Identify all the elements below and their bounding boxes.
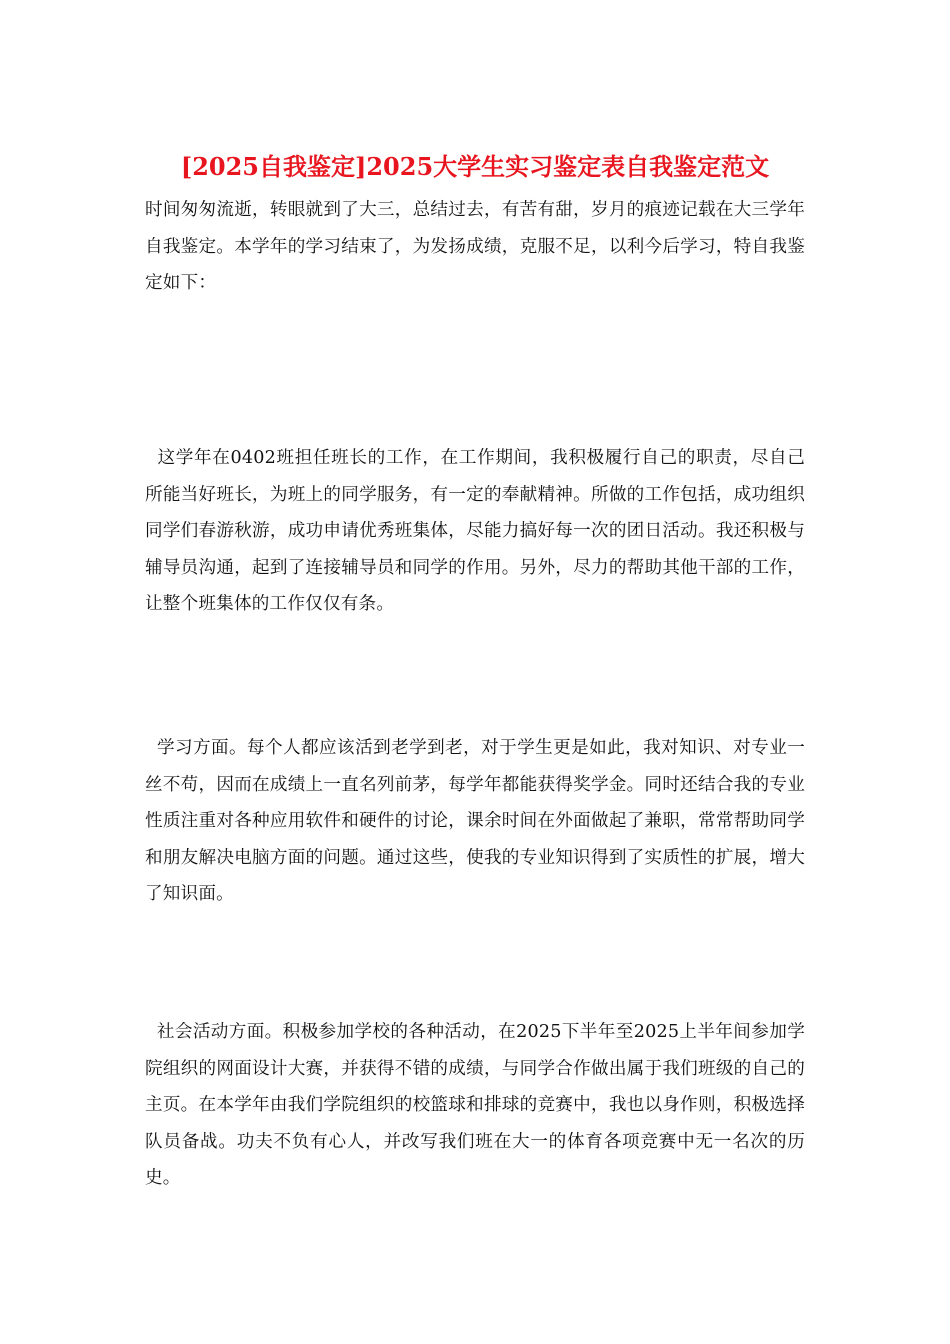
paragraph-intro: 时间匆匆流逝，转眼就到了大三，总结过去，有苦有甜，岁月的痕迹记载在大三学年自我鉴定。本学年的学习结束了，为发扬成绩，克服不足，以利今后学习，特自我鉴定如下： [145,200,805,293]
document-title: [2025自我鉴定]2025大学生实习鉴定表自我鉴定范文 [180,152,770,181]
paragraph-class-monitor-work: 这学年在0402班担任班长的工作，在工作期间，我积极履行自己的职责，尽自己所能当好班长，为班上的同学服务，有一定的奉献精神。所做的工作包括，成功组织同学们春游秋游，成功申请优秀班集体，尽能力搞好每一次的团日活动。我还积极与辅导员沟通，起到了连接辅导员和同学的作用。另外，尽力的帮助其他干部的工作，让整个班集体的工作仅仅有条。 [145,448,805,614]
paragraph-study: 学习方面。每个人都应该活到老学到老，对于学生更是如此，我对知识、对专业一丝不苟，因而在成绩上一直名列前茅，每学年都能获得奖学金。同时还结合我的专业性质注重对各种应用软件和硬件的讨论，课余时间在外面做起了兼职，常常帮助同学和朋友解决电脑方面的问题。通过这些，使我的专业知识得到了实质性的扩展，增大了知识面。 [145,738,805,904]
paragraph-social-activities: 社会活动方面。积极参加学校的各种活动，在2025下半年至2025上半年间参加学院组织的网面设计大赛，并获得不错的成绩，与同学合作做出属于我们班级的自己的主页。在本学年由我们学院组织的校篮球和排球的竞赛中，我也以身作则，积极选择队员备战。功夫不负有心人，并改写我们班在大一的体育各项竞赛中无一名次的历史。 [145,1022,805,1188]
